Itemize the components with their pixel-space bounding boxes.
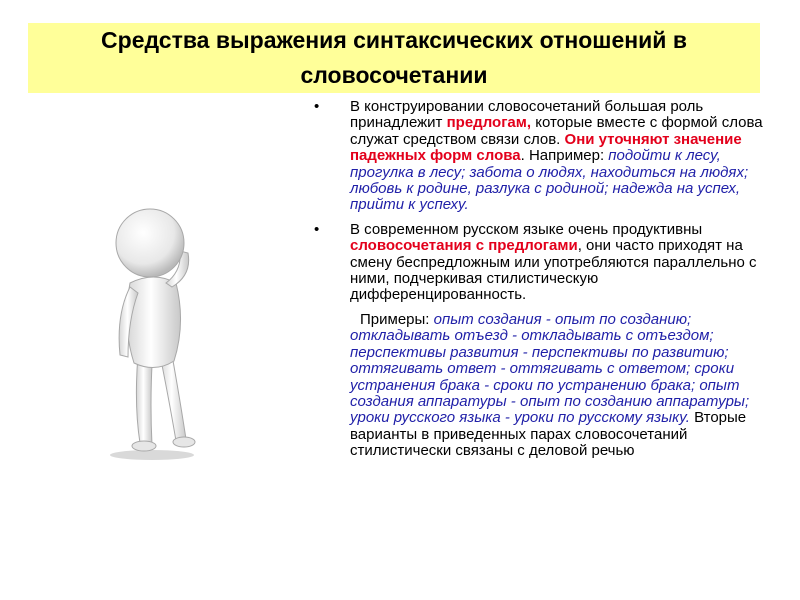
- text-run: , они часто приходят на смену беспредложным или употребляются параллельно с ними, подчеркивая стилистическую дифференцированность.: [350, 237, 757, 304]
- slide-title: Средства выражения синтаксических отношений в словосочетании: [101, 27, 687, 88]
- bullet-marker: •: [314, 220, 320, 238]
- examples-paragraph: [310, 312, 768, 460]
- highlight-red: предлогам,: [446, 114, 532, 132]
- title-banner: [28, 23, 760, 93]
- bullet-paragraph-modern-russian: [310, 222, 768, 304]
- text-run: В конструировании словосочетаний большая роль принадлежит: [350, 98, 704, 132]
- bullet-paragraph-prepositions: [310, 99, 768, 214]
- bullet-marker: •: [314, 98, 320, 115]
- text-run: Вторые варианты в приведенных парах словосочетаний стилистически связаны с деловой речью: [350, 409, 747, 460]
- example-blue: подойти к лесу, прогулка в лесу; забота о людях, находиться на людях; любовь к родине, разлука с родиной; надежда на успех, прийти к успеху.: [350, 147, 749, 214]
- highlight-red: словосочетания с предлогами: [350, 237, 578, 255]
- example-blue: опыт создания - опыт по созданию; откладывать отъезд - откладывать с отъездом; перспективы развития - перспективы по развитию; оттягивать ответ - оттягивать с ответом; сроки устранения брака - сроки по устранению брака; опыт создания аппаратуры - опыт по созданию аппаратуры; уроки русского языка - уроки по русскому языку.: [350, 310, 750, 427]
- text-run: . Например:: [520, 147, 609, 165]
- thinking-figure-illustration: [100, 205, 210, 465]
- slide-body: [310, 99, 768, 460]
- text-run: которые вместе с формой слова служат средством связи слов.: [350, 114, 763, 148]
- text-run: В современном русском языке очень продуктивны: [350, 220, 703, 238]
- highlight-red: Они уточняют значение падежных форм слова: [350, 130, 742, 165]
- text-run: Примеры:: [360, 310, 434, 328]
